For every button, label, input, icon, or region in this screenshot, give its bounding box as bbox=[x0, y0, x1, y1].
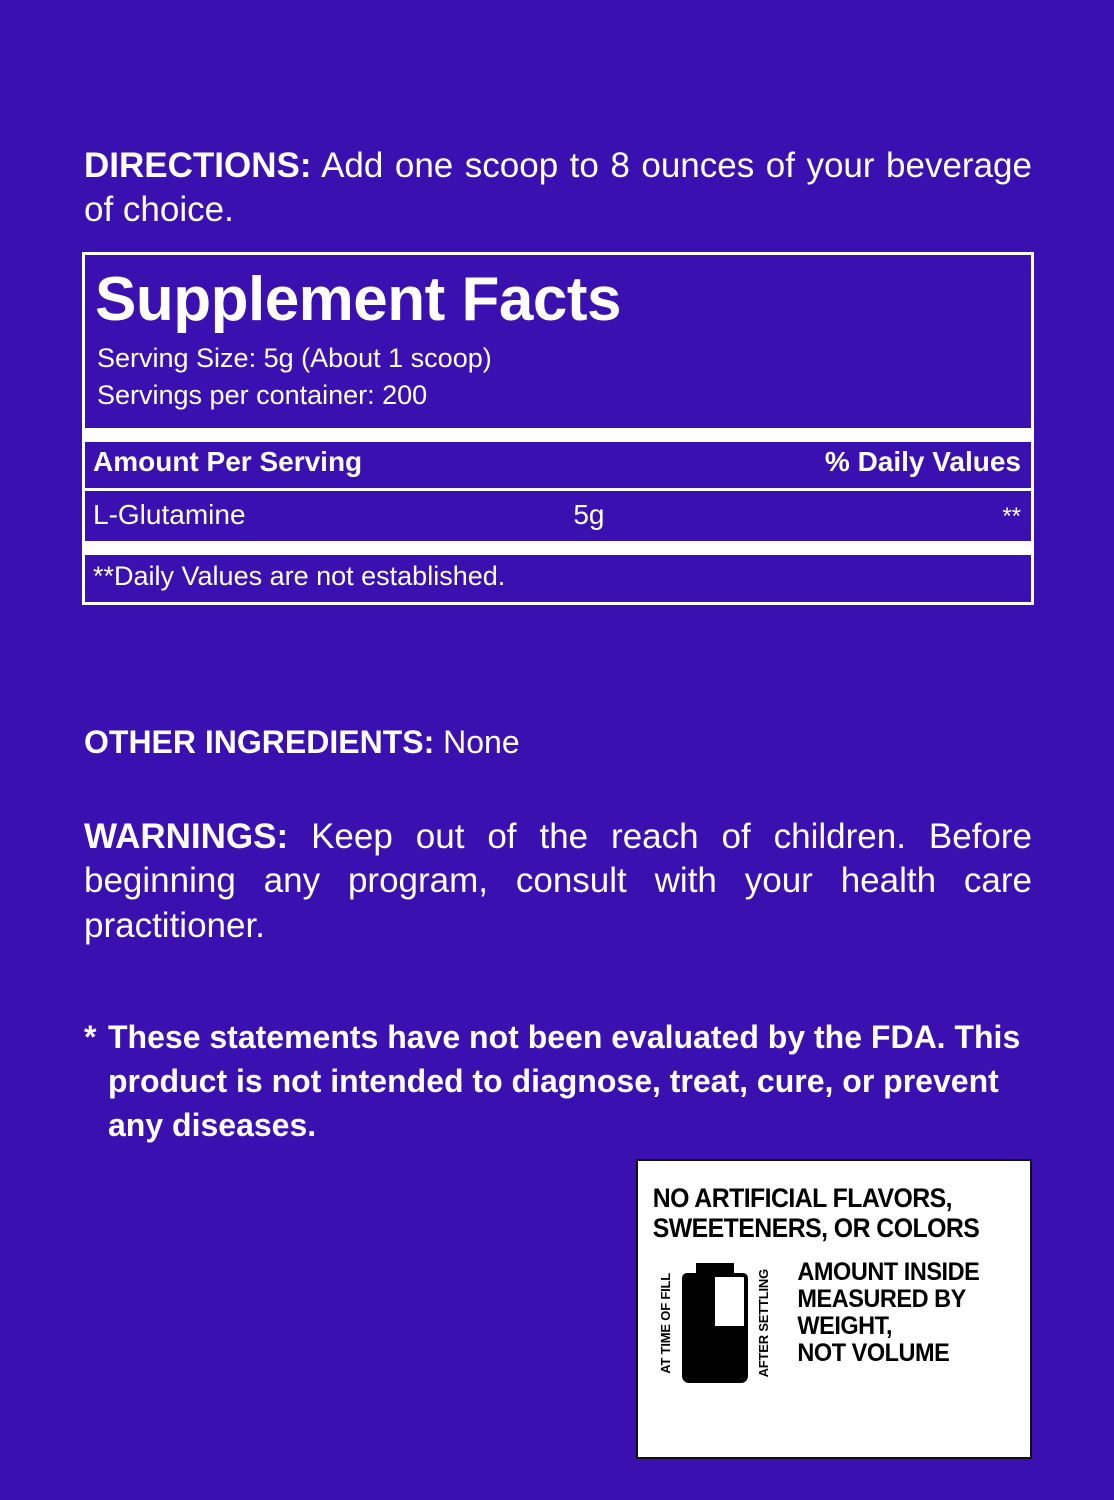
serving-size: Serving Size: 5g (About 1 scoop) bbox=[97, 343, 492, 373]
warnings-label: WARNINGS: bbox=[84, 817, 289, 856]
other-ingredients-text: None bbox=[434, 724, 520, 760]
daily-values-header: % Daily Values bbox=[824, 446, 1021, 478]
jar-body-shape bbox=[682, 1273, 748, 1383]
at-time-of-fill-label: AT TIME OF FILL bbox=[658, 1273, 673, 1375]
ingredient-name: L-Glutamine bbox=[93, 499, 246, 531]
disclaimer-asterisk: * bbox=[84, 1019, 97, 1055]
directions-text: Add one scoop to 8 ounces of your beverage of choice. bbox=[84, 146, 1032, 230]
badge-right-line3: WEIGHT, bbox=[797, 1312, 893, 1341]
no-artificial-badge bbox=[636, 1159, 1032, 1459]
directions-block bbox=[84, 144, 1032, 232]
supplement-facts-title: Supplement Facts bbox=[95, 265, 621, 334]
badge-headline bbox=[638, 1161, 999, 1243]
after-settling-label: AFTER SETTLING bbox=[756, 1269, 771, 1378]
badge-right-line1: AMOUNT INSIDE bbox=[797, 1258, 980, 1287]
jar-icon bbox=[682, 1263, 748, 1383]
spacer-above-thick-rule bbox=[85, 412, 1031, 428]
divider-thick-top bbox=[85, 428, 1031, 442]
measured-by-weight-text bbox=[788, 1259, 1006, 1367]
ingredient-amount: 5g bbox=[573, 499, 605, 531]
jar-diagram bbox=[656, 1259, 788, 1387]
warnings-text: Keep out of the reach of children. Before beginning any program, consult with your health care practitioner. bbox=[84, 817, 1032, 945]
facts-table-header-row bbox=[85, 442, 1031, 488]
other-ingredients-label: OTHER INGREDIENTS: bbox=[84, 724, 435, 760]
jar-lid-shape bbox=[696, 1263, 734, 1273]
directions-label: DIRECTIONS: bbox=[84, 146, 312, 185]
badge-fill-info bbox=[638, 1243, 1030, 1387]
badge-headline-line1: NO ARTIFICIAL FLAVORS, bbox=[652, 1183, 952, 1213]
disclaimer-text: These statements have not been evaluated by the FDA. This product is not intended to diagnose, treat, cure, or prevent any diseases. bbox=[108, 1019, 1021, 1144]
daily-values-footnote: **Daily Values are not established. bbox=[93, 561, 506, 592]
badge-right-line4: NOT VOLUME bbox=[797, 1339, 950, 1368]
supplement-facts-panel bbox=[82, 252, 1034, 605]
jar-fill-settled bbox=[715, 1326, 744, 1379]
ingredient-daily-value: ** bbox=[1002, 503, 1021, 531]
badge-right-line2: MEASURED BY bbox=[797, 1285, 966, 1314]
divider-thick-bottom bbox=[85, 541, 1031, 555]
table-row bbox=[85, 491, 1031, 541]
warnings-block bbox=[84, 815, 1032, 948]
fda-disclaimer-block bbox=[84, 1015, 1044, 1147]
servings-per-container: Servings per container: 200 bbox=[97, 379, 428, 410]
badge-headline-line2: SWEETENERS, OR COLORS bbox=[652, 1213, 980, 1244]
jar-fill-full bbox=[686, 1277, 715, 1379]
other-ingredients-block bbox=[84, 724, 1032, 761]
amount-per-serving-header: Amount Per Serving bbox=[93, 446, 363, 478]
